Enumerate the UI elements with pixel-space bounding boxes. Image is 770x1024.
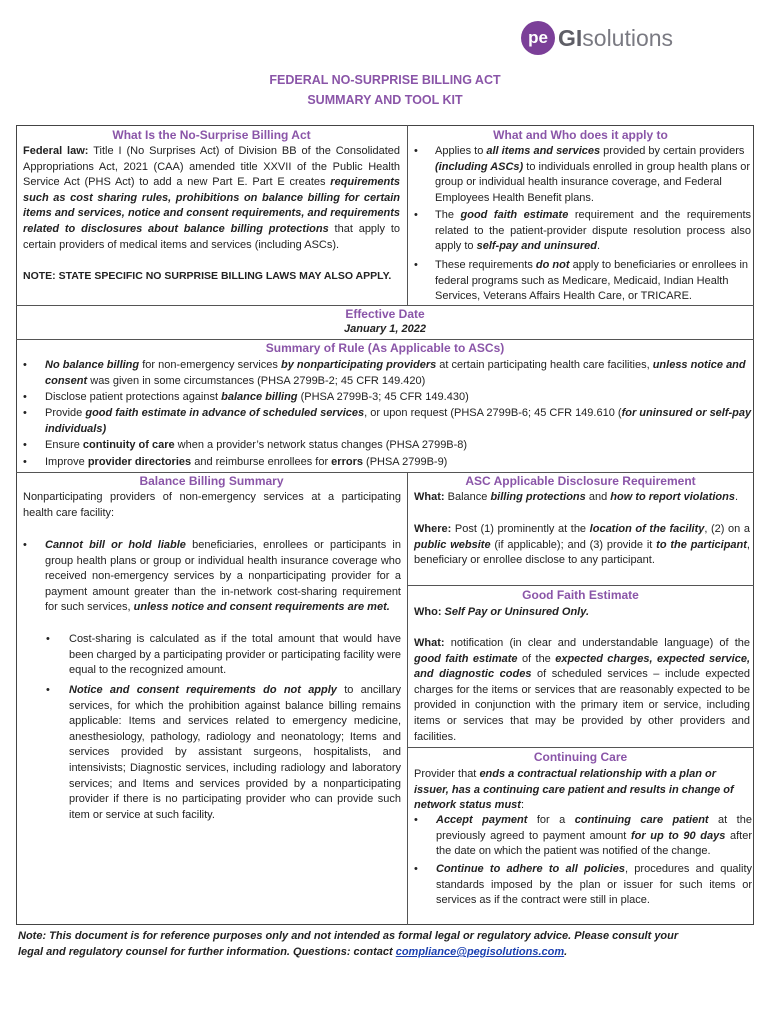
continuing-item: Continue to adhere to all policies, procedures and quality standards imposed by the plan or issuer for such items or services as if the contract were still in place.	[436, 863, 752, 907]
gfe-heading: Good Faith Estimate	[522, 588, 639, 602]
gfe-what: What: notification (in clear and understandable language) of the good faith estimate of the expected charges, expected service, and diagnostic codes of scheduled services – include expected charges for the items or services that are reasonably expected to be provided in conjunction with the primary item or service, including items or services that may be provided by other providers and facilities.	[414, 637, 751, 743]
logo-mark: pe	[521, 21, 555, 55]
gfe-who: Who: Self Pay or Uninsured Only.	[414, 606, 590, 618]
applies-item: Applies to all items and services provided by certain providers (including ASCs) to individuals enrolled in group health plans or group or individual health insurance coverage, and Federal Employees Health Benefit plans.	[435, 145, 751, 204]
divider	[407, 472, 408, 925]
balance-item: Cannot bill or hold liable beneficiaries, enrollees or participants in group health plans or group or individual health insurance coverage who received non-emergency services by a nonparticipating provider for a payment amount greater than the in-network cost-sharing requirement for such services, unless notice and consent requirements are met.	[45, 539, 401, 614]
page-subtitle: SUMMARY AND TOOL KIT	[307, 93, 463, 107]
asc-what: What: Balance billing protections and how to report violations.	[414, 491, 738, 503]
balance-subitem: Cost-sharing is calculated as if the total amount that would have been charged by a participating provider or participating facility were equal to the recognized amount.	[69, 633, 402, 677]
divider	[16, 305, 754, 306]
balance-subitem: Notice and consent requirements do not apply to ancillary services, for which the prohibition against balance billing remains applicable: Items and services related to emergency medicine, anesthesiology, pathology, radiology and neonatology; Items and services provided by assistant surgeons, hospitalists, and intensivists; Diagnostic services, including radiology and laboratory services; and Items and services provided by a nonparticipating provider if there is no participating provider who can provide such item or service at such facility.	[69, 684, 401, 821]
effective-heading: Effective Date	[345, 307, 425, 321]
footer-note: Note: This document is for reference purposes only and not intended as formal legal or regulatory advice. Please consult your legal and regulatory counsel for further information. Questions: contact compliance@pegisolutions.com.	[18, 930, 679, 958]
balance-heading: Balance Billing Summary	[139, 474, 284, 488]
what-is-heading: What Is the No-Surprise Billing Act	[112, 128, 311, 142]
summary-item: Provide good faith estimate in advance of scheduled services, or upon request (PHSA 2799B-6; 45 CFR 149.610 (for uninsured or self-pay individuals)	[45, 407, 752, 435]
applies-item: These requirements do not apply to beneficiaries or enrollees in federal programs such as Medicare, Medicaid, Indian Health Services, Veterans Affairs Health Care, or TRICARE.	[435, 259, 749, 303]
applies-heading: What and Who does it apply to	[493, 128, 668, 142]
effective-date: January 1, 2022	[344, 323, 426, 335]
summary-heading: Summary of Rule (As Applicable to ASCs)	[265, 341, 505, 355]
divider	[407, 585, 754, 586]
divider	[407, 125, 408, 305]
what-is-body: Federal law: Title I (No Surprises Act) of Division BB of the Consolidated Appropriations Act, 2021 (CAA) amended title XXVII of the Public Health Service Act (PHS Act) to add a new Part E. Part E creates requirements such as cost sharing rules, prohibitions on balance billing for certain items and services, notice and consent requirements, and requirements related to disclosures about balance billing protections that apply to certain providers of medical items and services (including ASCs).	[23, 145, 401, 251]
divider	[407, 747, 754, 748]
summary-item: Disclose patient protections against balance billing (PHSA 2799B-3; 45 CFR 149.430)	[45, 391, 469, 403]
continuing-intro: Provider that ends a contractual relationship with a plan or issuer, has a continuing care patient and results in change of network status must:	[414, 768, 734, 812]
asc-heading: ASC Applicable Disclosure Requirement	[465, 474, 696, 488]
asc-where: Where: Post (1) prominently at the location of the facility, (2) on a public website (if applicable); and (3) provide it to the participant, beneficiary or enrollee disclose to any participant.	[414, 523, 750, 567]
logo-wordmark: GIsolutions	[558, 24, 674, 51]
summary-item: Improve provider directories and reimburse enrollees for errors (PHSA 2799B-9)	[45, 456, 448, 468]
applies-item: The good faith estimate requirement and the requirements related to the patient-provider dispute resolution process also apply to self-pay and uninsured.	[435, 209, 752, 253]
state-laws-note: NOTE: STATE SPECIFIC NO SURPRISE BILLING LAWS MAY ALSO APPLY.	[23, 270, 392, 282]
summary-item: No balance billing for non-emergency services by nonparticipating providers at certain participating health care facilities, unless notice and consent was given in some circumstances (PHSA 2799B-2; 45 CFR 149.420)	[45, 359, 746, 387]
logo	[521, 21, 673, 55]
email-link[interactable]: compliance@pegisolutions.com	[395, 946, 565, 958]
page-title: FEDERAL NO-SURPRISE BILLING ACT	[269, 73, 501, 87]
continuing-heading: Continuing Care	[533, 750, 628, 764]
continuing-item: Accept payment for a continuing care patient at the previously agreed to payment amount for up to 90 days after the date on which the patient was notified of the change.	[436, 814, 752, 858]
divider	[16, 472, 754, 473]
balance-intro: Nonparticipating providers of non-emergency services at a participating health care facility:	[23, 491, 401, 519]
summary-item: Ensure continuity of care when a provider’s network status changes (PHSA 2799B-8)	[45, 439, 468, 451]
divider	[16, 339, 754, 340]
